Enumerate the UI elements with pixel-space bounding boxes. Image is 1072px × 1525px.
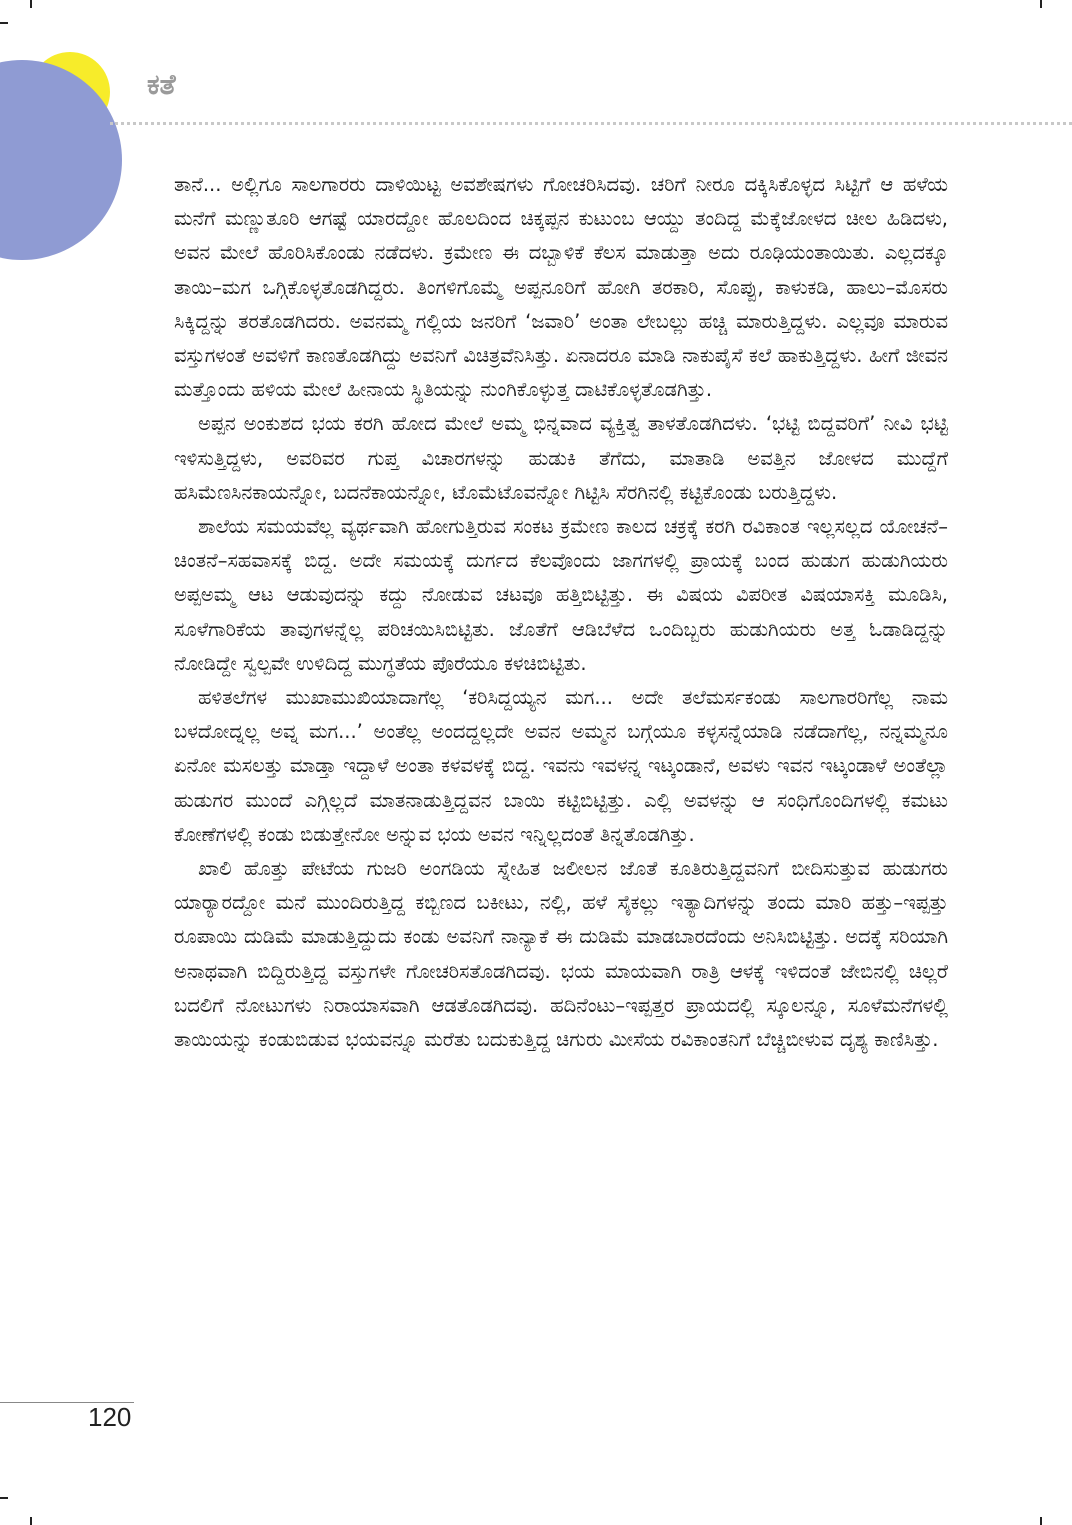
story-body <box>174 168 948 1057</box>
crop-mark-bottom-left <box>30 1517 32 1525</box>
paragraph-3: ಶಾಲೆಯ ಸಮಯವೆಲ್ಲ ವ್ಯರ್ಥವಾಗಿ ಹೋಗುತ್ತಿರುವ ಸಂಕಟ ಕ್ರಮೇಣ ಕಾಲದ ಚಕ್ರಕ್ಕೆ ಕರಗಿ ರವಿಕಾಂತ ಇಲ್ಲಸಲ್ಲದ ಯೋಚನೆ–ಚಿಂತನೆ–ಸಹವಾಸಕ್ಕೆ ಬಿದ್ದ. ಅದೇ ಸಮಯಕ್ಕೆ ದುರ್ಗದ ಕೆಲವೊಂದು ಜಾಗಗಳಲ್ಲಿ ಪ್ರಾಯಕ್ಕೆ ಬಂದ ಹುಡುಗ ಹುಡುಗಿಯರು ಅಪ್ಪಅಮ್ಮ ಆಟ ಆಡುವುದನ್ನು ಕದ್ದು ನೋಡುವ ಚಟವೂ ಹತ್ತಿಬಿಟ್ಟಿತ್ತು. ಈ ವಿಷಯ ವಿಪರೀತ ವಿಷಯಾಸಕ್ತಿ ಮೂಡಿಸಿ, ಸೂಳೆಗಾರಿಕೆಯ ತಾವುಗಳನ್ನೆಲ್ಲ ಪರಿಚಯಿಸಿಬಿಟ್ಟಿತು. ಜೊತೆಗೆ ಆಡಿಬೆಳೆದ ಒಂದಿಬ್ಬರು ಹುಡುಗಿಯರು ಅತ್ತ ಓಡಾಡಿದ್ದನ್ನು ನೋಡಿದ್ದೇ ಸ್ವಲ್ಪವೇ ಉಳಿದಿದ್ದ ಮುಗ್ಧತೆಯ ಪೊರೆಯೂ ಕಳಚಿಬಿಟ್ಟಿತು. <box>174 515 948 675</box>
corner-decoration <box>0 0 130 260</box>
section-title: ಕತೆ <box>147 68 176 101</box>
paragraph-1: ತಾನೆ... ಅಲ್ಲಿಗೂ ಸಾಲಗಾರರು ದಾಳಿಯಿಟ್ಟ ಅವಶೇಷಗಳು ಗೋಚರಿಸಿದವು. ಚರಿಗೆ ನೀರೂ ದಕ್ಕಿಸಿಕೊಳ್ಳದ ಸಿಟ್ಟಿಗೆ ಆ ಹಳೆಯ ಮನೆಗೆ ಮಣ್ಣುತೂರಿ ಆಗಷ್ಟೆ ಯಾರದ್ದೋ ಹೊಲದಿಂದ ಚಿಕ್ಕಪ್ಪನ ಕುಟುಂಬ ಆಯ್ದು ತಂದಿದ್ದ ಮೆಕ್ಕೆಜೋಳದ ಚೀಲ ಹಿಡಿದಳು, ಅವನ ಮೇಲೆ ಹೊರಿಸಿಕೊಂಡು ನಡೆದಳು. ಕ್ರಮೇಣ ಈ ದಬ್ಬಾಳಿಕೆ ಕೆಲಸ ಮಾಡುತ್ತಾ ಅದು ರೂಢಿಯಂತಾಯಿತು. ಎಲ್ಲದಕ್ಕೂ ತಾಯಿ–ಮಗ ಒಗ್ಗಿಕೊಳ್ಳತೊಡಗಿದ್ದರು. ತಿಂಗಳಿಗೊಮ್ಮೆ ಅಪ್ಪನೂರಿಗೆ ಹೋಗಿ ತರಕಾರಿ, ಸೊಪ್ಪು, ಕಾಳುಕಡಿ, ಹಾಲು–ಮೊಸರು ಸಿಕ್ಕಿದ್ದನ್ನು ತರತೊಡಗಿದರು. ಅವನಮ್ಮ ಗಲ್ಲಿಯ ಜನರಿಗೆ ‘ಜವಾರಿ’ ಅಂತಾ ಲೇಬಲ್ಲು ಹಚ್ಚಿ ಮಾರುತ್ತಿದ್ದಳು. ಎಲ್ಲವೂ ಮಾರುವ ವಸ್ತುಗಳಂತೆ ಅವಳಿಗೆ ಕಾಣತೊಡಗಿದ್ದು ಅವನಿಗೆ ವಿಚಿತ್ರವೆನಿಸಿತ್ತು. ಏನಾದರೂ ಮಾಡಿ ನಾಕುಪೈಸೆ ಕಲೆ ಹಾಕುತ್ತಿದ್ದಳು. ಹೀಗೆ ಜೀವನ ಮತ್ತೊಂದು ಹಳಿಯ ಮೇಲೆ ಹೀನಾಯ ಸ್ಥಿತಿಯನ್ನು ನುಂಗಿಕೊಳ್ಳುತ್ತ ದಾಟಿಕೊಳ್ಳತೊಡಗಿತ್ತು. <box>174 173 948 402</box>
page-number: 120 <box>88 1402 132 1432</box>
paragraph-2: ಅಪ್ಪನ ಅಂಕುಶದ ಭಯ ಕರಗಿ ಹೋದ ಮೇಲೆ ಅಮ್ಮ ಭಿನ್ನವಾದ ವ್ಯಕ್ತಿತ್ವ ತಾಳತೊಡಗಿದಳು. ‘ಭಟ್ಟಿ ಬಿದ್ದವರಿಗೆ’ ನೀವಿ ಭಟ್ಟಿ ಇಳಿಸುತ್ತಿದ್ದಳು, ಅವರಿವರ ಗುಪ್ತ ವಿಚಾರಗಳನ್ನು ಹುಡುಕಿ ತೆಗೆದು, ಮಾತಾಡಿ ಅವತ್ತಿನ ಜೋಳದ ಮುದ್ದೆಗೆ ಹಸಿಮೆಣಸಿನಕಾಯನ್ನೋ, ಬದನೆಕಾಯನ್ನೋ, ಟೊಮೆಟೊವನ್ನೋ ಗಿಟ್ಟಿಸಿ ಸೆರಗಿನಲ್ಲಿ ಕಟ್ಟಿಕೊಂಡು ಬರುತ್ತಿದ್ದಳು. <box>174 412 948 504</box>
paragraph-5: ಖಾಲಿ ಹೊತ್ತು ಪೇಟೆಯ ಗುಜರಿ ಅಂಗಡಿಯ ಸ್ನೇಹಿತ ಜಲೀಲನ ಜೊತೆ ಕೂತಿರುತ್ತಿದ್ದವನಿಗೆ ಬೀದಿಸುತ್ತುವ ಹುಡುಗರು ಯಾರ್‍ಯಾರದ್ದೋ ಮನೆ ಮುಂದಿರುತ್ತಿದ್ದ ಕಬ್ಬಿಣದ ಬಕೀಟು, ನಲ್ಲಿ, ಹಳೆ ಸೈಕಲ್ಲು ಇತ್ಯಾದಿಗಳನ್ನು ತಂದು ಮಾರಿ ಹತ್ತು–ಇಪ್ಪತ್ತು ರೂಪಾಯಿ ದುಡಿಮೆ ಮಾಡುತ್ತಿದ್ದುದು ಕಂಡು ಅವನಿಗೆ ನಾನ್ಯಾಕೆ ಈ ದುಡಿಮೆ ಮಾಡಬಾರದೆಂದು ಅನಿಸಿಬಿಟ್ಟಿತ್ತು. ಅದಕ್ಕೆ ಸರಿಯಾಗಿ ಅನಾಥವಾಗಿ ಬಿದ್ದಿರುತ್ತಿದ್ದ ವಸ್ತುಗಳೇ ಗೋಚರಿಸತೊಡಗಿದವು. ಭಯ ಮಾಯವಾಗಿ ರಾತ್ರಿ ಆಳಕ್ಕೆ ಇಳಿದಂತೆ ಜೇಬಿನಲ್ಲಿ ಚಿಲ್ಲರೆ ಬದಲಿಗೆ ನೋಟುಗಳು ನಿರಾಯಾಸವಾಗಿ ಆಡತೊಡಗಿದವು. ಹದಿನೆಂಟು–ಇಪ್ಪತ್ತರ ಪ್ರಾಯದಲ್ಲಿ ಸ್ಕೂಲನ್ನೂ, ಸೂಳೆಮನೆಗಳಲ್ಲಿ ತಾಯಿಯನ್ನು ಕಂಡುಬಿಡುವ ಭಯವನ್ನೂ ಮರೆತು ಬದುಕುತ್ತಿದ್ದ ಚಿಗುರು ಮೀಸೆಯ ರವಿಕಾಂತನಿಗೆ ಬೆಚ್ಚಿಬೀಳುವ ದೃಶ್ಯ ಕಾಣಿಸಿತ್ತು. <box>174 857 948 1052</box>
paragraph-4: ಹಳಿತಲೆಗಳ ಮುಖಾಮುಖಿಯಾದಾಗೆಲ್ಲ ‘ಕರಿಸಿದ್ದಯ್ಯನ ಮಗ... ಅದೇ ತಲೆಮರ್ಸಕಂಡು ಸಾಲಗಾರರಿಗೆಲ್ಲ ನಾಮ ಬಳದೋದ್ನಲ್ಲ ಅವ್ನ ಮಗ...’ ಅಂತೆಲ್ಲ ಅಂದದ್ದಲ್ಲದೇ ಅವನ ಅಮ್ಮನ ಬಗ್ಗೆಯೂ ಕಳ್ಳಸನ್ನೆಯಾಡಿ ನಡೆದಾಗೆಲ್ಲ, ನನ್ನಮ್ಮನೂ ಏನೋ ಮಸಲತ್ತು ಮಾಡ್ತಾ ಇದ್ದಾಳೆ ಅಂತಾ ಕಳವಳಕ್ಕೆ ಬಿದ್ದ. ಇವನು ಇವಳನ್ನ ಇಟ್ಕಂಡಾನೆ, ಅವಳು ಇವನ ಇಟ್ಕಂಡಾಳೆ ಅಂತೆಲ್ಲಾ ಹುಡುಗರ ಮುಂದೆ ಎಗ್ಗಿಲ್ಲದೆ ಮಾತನಾಡುತ್ತಿದ್ದವನ ಬಾಯಿ ಕಟ್ಟಿಬಿಟ್ಟಿತ್ತು. ಎಲ್ಲಿ ಅವಳನ್ನು ಆ ಸಂಧಿಗೊಂದಿಗಳಲ್ಲಿ ಕಮಟು ಕೋಣೆಗಳಲ್ಲಿ ಕಂಡು ಬಿಡುತ್ತೇನೋ ಅನ್ನುವ ಭಯ ಅವನ ಇನ್ನಿಲ್ಲದಂತೆ ತಿನ್ನತೊಡಗಿತ್ತು. <box>174 686 948 846</box>
crop-mark-bottom-right <box>1040 1517 1042 1525</box>
crop-mark-top-right <box>1040 0 1042 8</box>
header-dotted-divider <box>110 122 1072 125</box>
crop-mark-bottom-left-side <box>0 1497 8 1499</box>
